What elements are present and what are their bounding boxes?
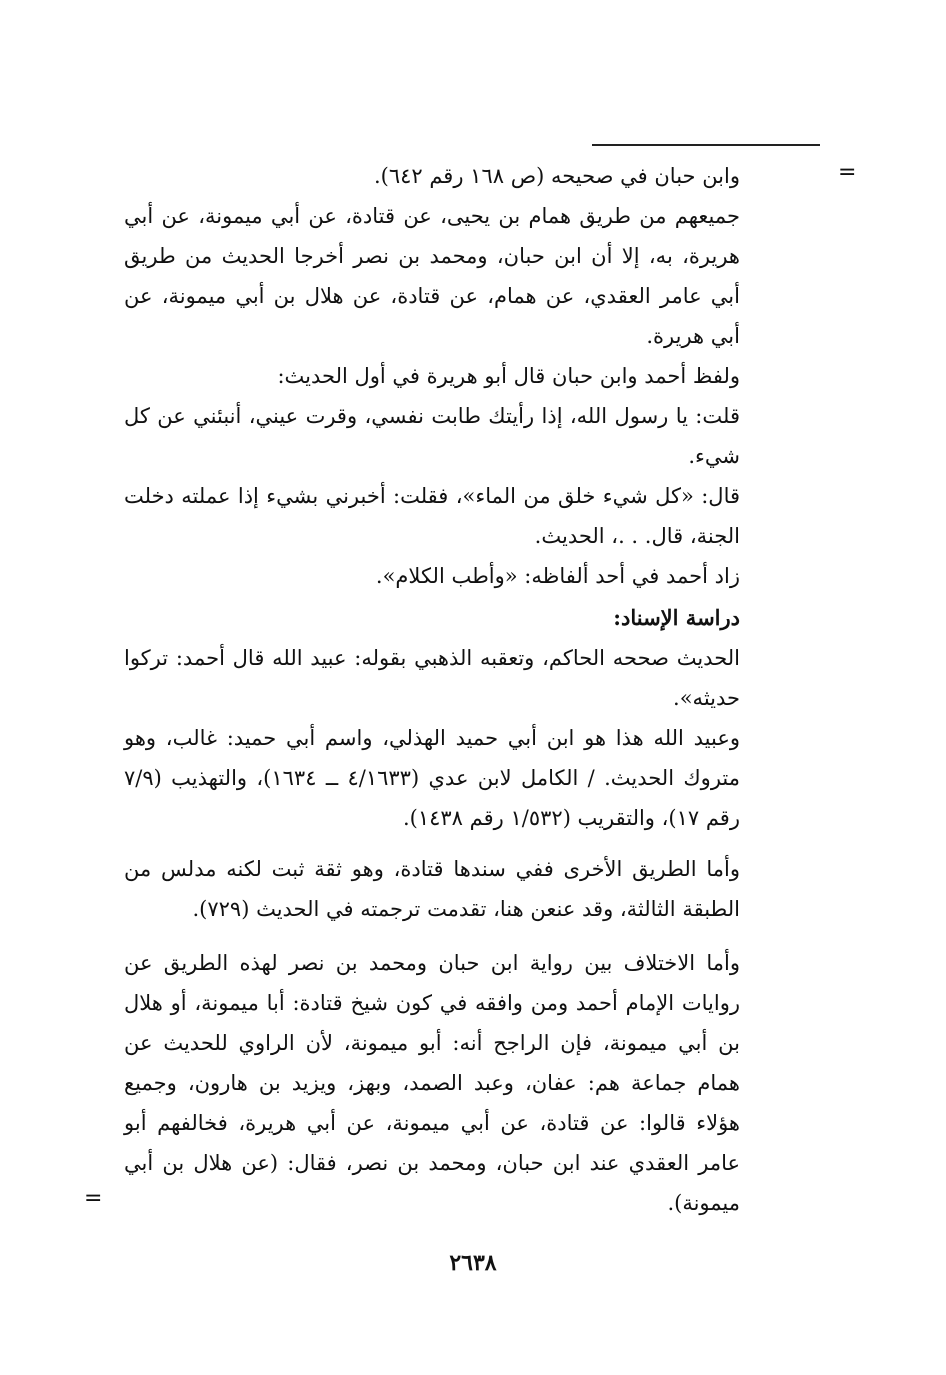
paragraph: ولفظ أحمد وابن حبان قال أبو هريرة في أول الحديث:: [277, 364, 740, 388]
paragraph: وعبيد الله هذا هو ابن أبي حميد الهذلي، واسم أبي حميد: غالب، وهو متروك الحديث. / الكامل لابن عدي (٤/١٦٣٣ ــ ١٦٣٤)، والتهذيب (٧/٩ رقم ١٧)، والتقريب (١/٥٣٢ رقم ١٤٣٨).: [124, 726, 740, 830]
continuation-mark-top: =: [838, 160, 857, 185]
paragraph: وأما الاختلاف بين رواية ابن حبان ومحمد بن نصر لهذه الطريق عن روايات الإمام أحمد ومن وافقه في كون شيخ قتادة: أبا ميمونة، أو هلال بن أبي ميمونة، فإن الراجح أنه: أبو ميمونة، لأن الراوي للحديث عن همام جماعة هم: عفان، وعبد الصمد، وبهز، ويزيد بن هارون، وجميع هؤلاء قالوا: عن قتادة، عن أبي ميمونة، عن أبي هريرة، فخالفهم أبو عامر العقدي عند ابن حبان، ومحمد بن نصر، فقال: (عن هلال بن أبي ميمونة).: [124, 951, 740, 1215]
paragraph: قال: «كل شيء خلق من الماء»، فقلت: أخبرني بشيء إذا عملته دخلت الجنة، قال. . .، الحديث.: [124, 484, 740, 548]
paragraph: قلت: يا رسول الله، إذا رأيتك طابت نفسي، وقرت عيني، أنبئني عن كل شيء.: [124, 404, 740, 468]
paragraph: زاد أحمد في أحد ألفاظه: «وأطب الكلام».: [375, 564, 740, 588]
page-number: ٢٦٣٨: [449, 1250, 497, 1276]
footnote-text-block: [124, 156, 740, 596]
isnad-study-section: [124, 598, 740, 1223]
continuation-mark-bottom: =: [84, 1186, 103, 1211]
paragraph: جميعهم من طريق همام بن يحيى، عن قتادة، عن أبي ميمونة، عن أبي هريرة، به، إلا أن ابن حبان، ومحمد بن نصر أخرجا الحديث من طريق أبي عامر العقدي، عن همام، عن قتادة، عن هلال بن أبي ميمونة، عن أبي هريرة.: [124, 204, 740, 348]
footnote-separator-line: [592, 144, 820, 146]
paragraph: وابن حبان في صحيحه (ص ١٦٨ رقم ٦٤٢).: [373, 164, 740, 188]
section-heading: دراسة الإسناد:: [613, 605, 740, 630]
paragraph: الحديث صححه الحاكم، وتعقبه الذهبي بقوله: عبيد الله قال أحمد: تركوا حديثه».: [124, 646, 740, 710]
paragraph: وأما الطريق الأخرى ففي سندها قتادة، وهو ثقة ثبت لكنه مدلس من الطبقة الثالثة، وقد عنعن هنا، تقدمت ترجمته في الحديث (٧٢٩).: [124, 857, 740, 921]
